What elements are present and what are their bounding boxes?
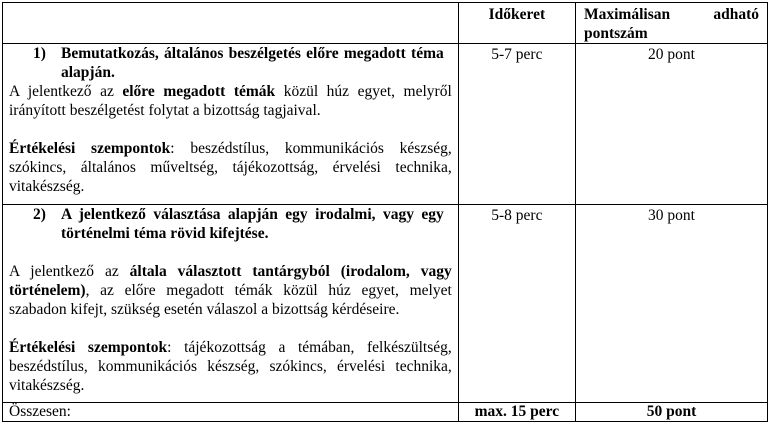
desc-prefix: A jelentkező az — [9, 263, 130, 280]
header-empty-cell — [3, 3, 459, 44]
task-number: 2) — [33, 206, 46, 223]
task-title — [3, 44, 458, 82]
task-time: 5-7 perc — [458, 44, 575, 205]
desc-bold: előre megadott témák — [122, 83, 276, 100]
total-points: 50 pont — [575, 403, 767, 422]
header-points — [575, 3, 767, 44]
task-number: 1) — [33, 45, 46, 62]
task-description — [3, 82, 458, 120]
desc-suffix: , az előre megadott témák közül húz egyet, melyet szabadon kifejt, szükség esetén válaszol a bizottság kérdéseire. — [9, 282, 452, 318]
header-time: Időkeret — [458, 3, 575, 44]
task-criteria — [3, 139, 458, 196]
criteria-text: : beszédstílus, kommunikációs készség, szókincs, általános műveltség, tájékozottság, érvelési technika, vitakészség. — [9, 140, 452, 195]
header-points-word1: Maximálisan — [583, 6, 671, 23]
task-description — [3, 262, 458, 319]
desc-bold: általa választott tantárgyból (irodalom, vagy történelem) — [9, 263, 452, 299]
header-points-word2: adható — [713, 6, 759, 23]
table-row — [3, 44, 768, 205]
desc-prefix: A jelentkező az — [9, 83, 123, 100]
desc-suffix: közül húz egyet, melyről irányított beszélgetést folytat a bizottság tagjaival. — [9, 83, 452, 119]
task-title — [3, 205, 458, 243]
task-points: 20 pont — [575, 44, 767, 205]
exam-table — [2, 2, 768, 422]
table-row — [3, 205, 768, 403]
task-title-text: Bemutatkozás, általános beszélgetés előre megadott téma alapján. — [61, 45, 444, 81]
header-points-line2: pontszám — [583, 25, 648, 42]
criteria-label: Értékelési szempontok — [9, 140, 171, 157]
task-cell — [3, 44, 459, 205]
task-criteria — [3, 338, 458, 395]
criteria-text: : tájékozottság a témában, felkészültség, beszédstílus, kommunikációs készség, szókincs, érvelési technika, vitakészség. — [9, 339, 452, 394]
table-header-row — [3, 3, 768, 44]
total-row — [3, 403, 768, 422]
total-time: max. 15 perc — [458, 403, 575, 422]
criteria-label: Értékelési szempontok — [9, 339, 168, 356]
task-time: 5-8 perc — [458, 205, 575, 403]
task-cell — [3, 205, 459, 403]
task-title-text: A jelentkező választása alapján egy irodalmi, vagy egy történelmi téma rövid kifejtése. — [61, 206, 444, 242]
task-points: 30 pont — [575, 205, 767, 403]
total-label: Összesen: — [3, 403, 459, 422]
